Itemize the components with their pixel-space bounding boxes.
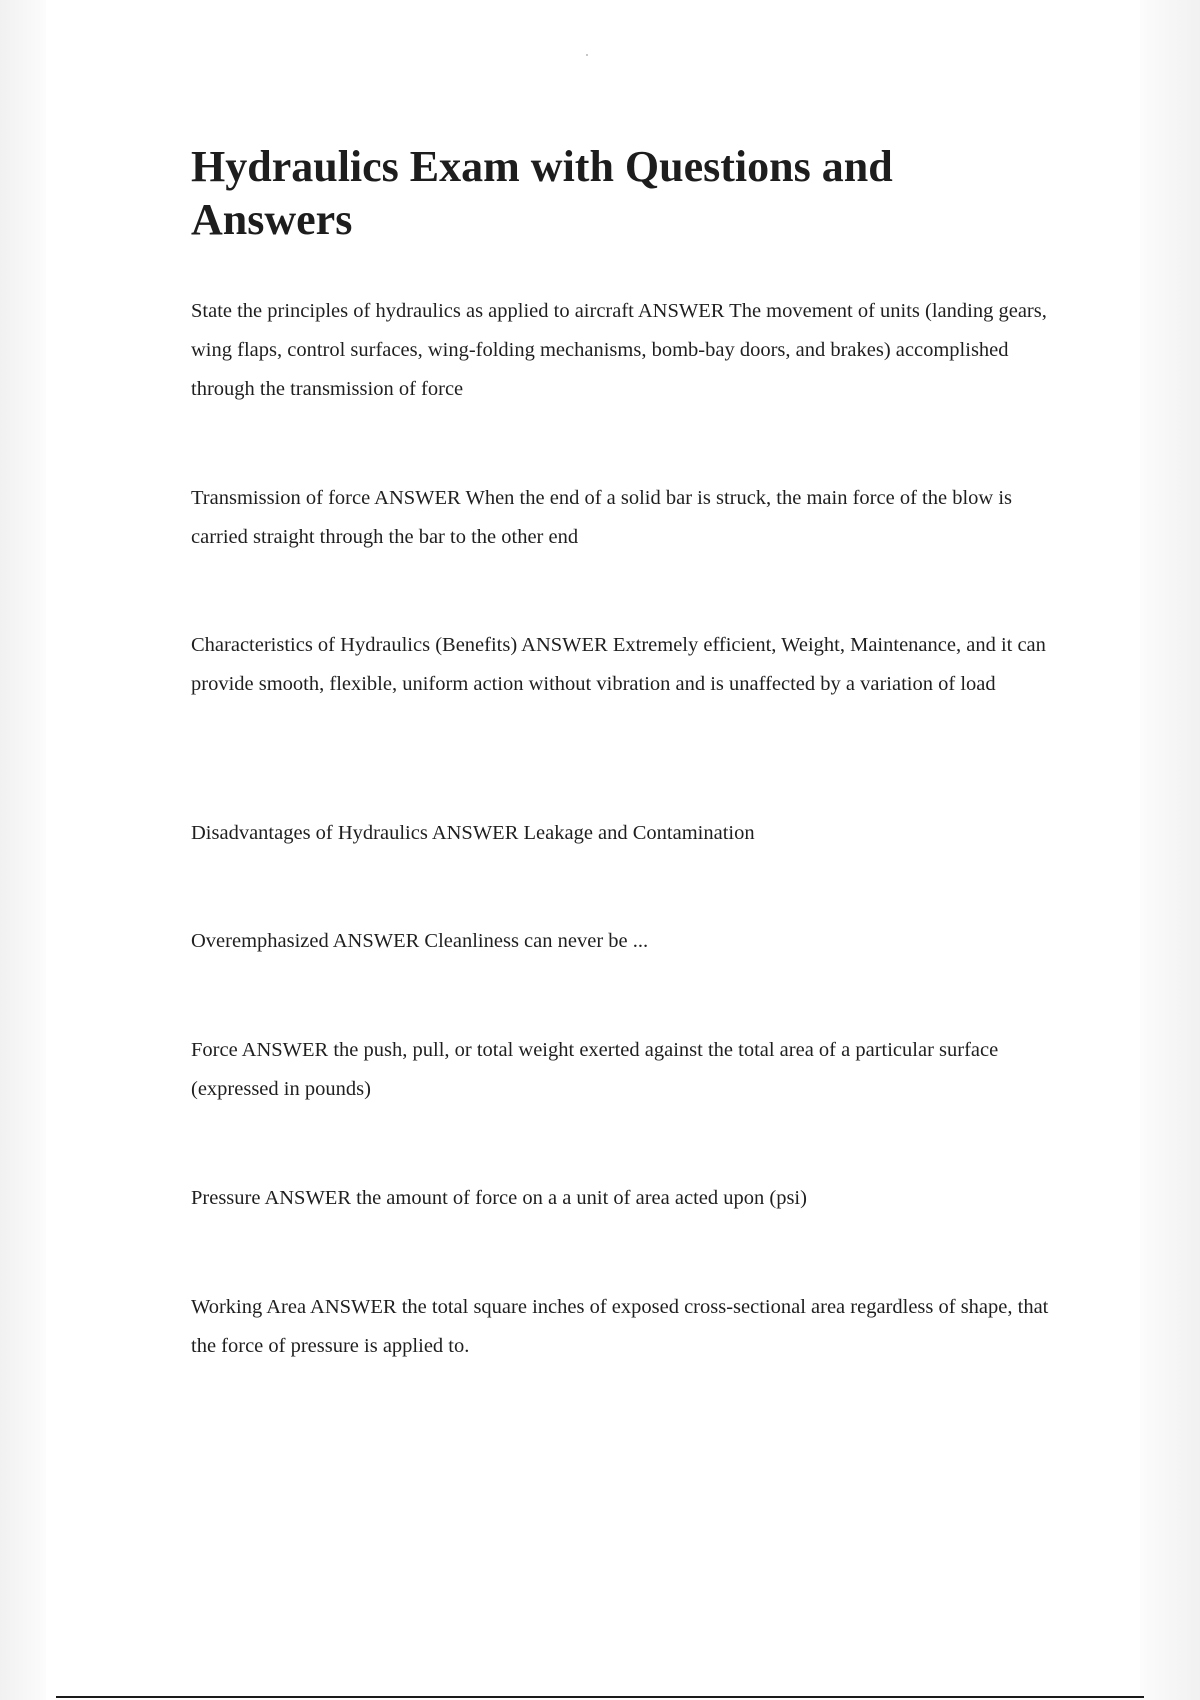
page-edge-shadow-left — [0, 0, 46, 1700]
qa-entry-principles: State the principles of hydraulics as applied to aircraft ANSWER The movement of units (landing gears, wing flaps, control surfaces, wing-folding mechanisms, bomb-bay doors, and brakes) accomplished through the transmission of force — [191, 300, 1047, 400]
qa-entry-working-area: Working Area ANSWER the total square inches of exposed cross-sectional area regardless of shape, that the force of pressure is applied to. — [191, 1296, 1049, 1357]
scan-speck — [586, 54, 588, 56]
qa-entry-transmission-of-force: Transmission of force ANSWER When the end of a solid bar is struck, the main force of the blow is carried straight through the bar to the other end — [191, 487, 1012, 548]
qa-entry-force: Force ANSWER the push, pull, or total weight exerted against the total area of a particular surface (expressed in pounds) — [191, 1039, 999, 1100]
qa-entry-characteristics: Characteristics of Hydraulics (Benefits) ANSWER Extremely efficient, Weight, Maintenance, and it can provide smooth, flexible, uniform action without vibration and is unaffected by a variation of load — [191, 634, 1046, 695]
qa-entry-disadvantages: Disadvantages of Hydraulics ANSWER Leakage and Contamination — [191, 822, 755, 844]
page-bottom-rule — [56, 1696, 1144, 1698]
qa-entry-pressure: Pressure ANSWER the amount of force on a a unit of area acted upon (psi) — [191, 1187, 807, 1209]
page-edge-shadow-right — [1140, 0, 1200, 1700]
qa-entry-overemphasized: Overemphasized ANSWER Cleanliness can never be ... — [191, 930, 649, 952]
document-title: Hydraulics Exam with Questions and Answers — [191, 142, 893, 244]
